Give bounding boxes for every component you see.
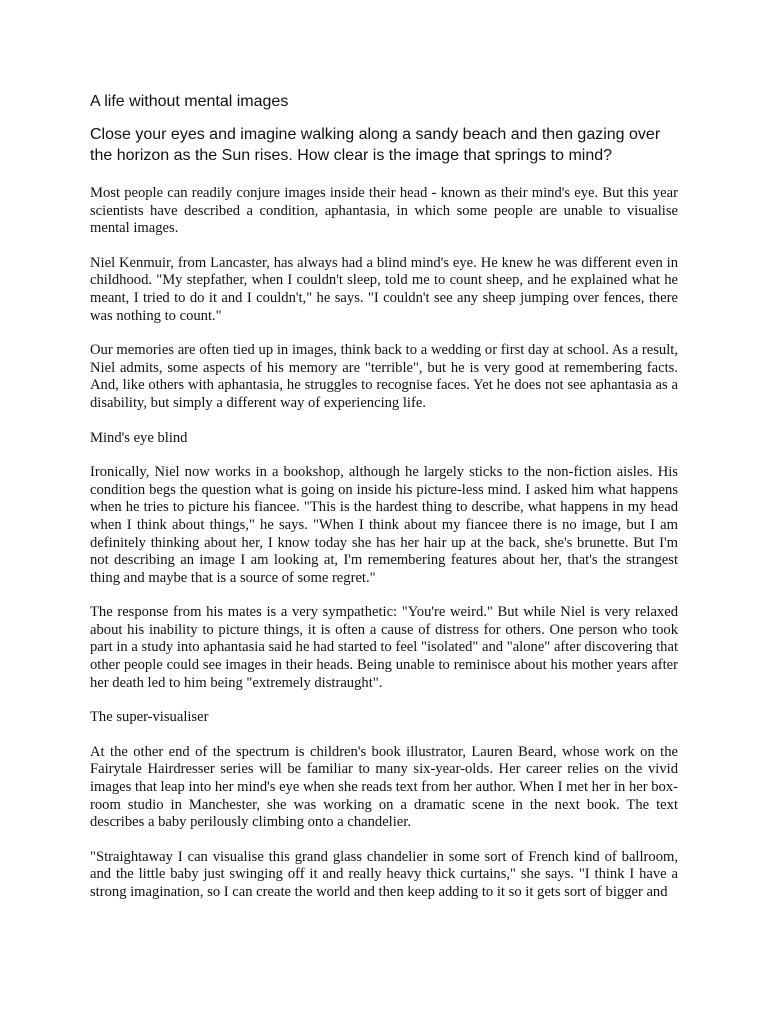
subheading-super-visualiser: The super-visualiser [90,709,209,726]
paragraph-3: Our memories are often tied up in images, think back to a wedding or first day at school. As a result, Niel admits, some aspects of his memory are "terrible", but he is very good at remembering facts. And, like others with aphantasia, he struggles to recognise faces. Yet he does not see aphantasia as a disability, but simply a different way of experiencing life. [90,342,678,411]
document-title: A life without mental images [90,93,289,110]
paragraph-6: At the other end of the spectrum is children's book illustrator, Lauren Beard, whose work on the Fairytale Hairdresser series will be familiar to many six-year-olds. Her career relies on the vivid images that leap into her mind's eye when she reads text from her author. When I met her in her box-room studio in Manchester, she was working on a dramatic scene in the next book. The text describes a baby perilously climbing onto a chandelier. [90,743,678,831]
paragraph-4: Ironically, Niel now works in a bookshop, although he largely sticks to the non-fiction aisles. His condition begs the question what is going on inside his picture-less mind. I asked him what happens when he tries to picture his fiancee. "This is the hardest thing to describe, what happens in my head when I think about things," he says. "When I think about my fiancee there is no image, but I am definitely thinking about her, I know today she has her hair up at the back, she's brunette. But I'm not describing an image I am looking at, I'm remembering features about her, that's the strangest thing and maybe that is a source of some regret." [90,464,678,586]
document-lede: Close your eyes and imagine walking along a sandy beach and then gazing over the horizon as the Sun rises. How clear is the image that springs to mind? [90,126,661,164]
paragraph-7: "Straightaway I can visualise this grand glass chandelier in some sort of French kind of ballroom, and the little baby just swinging off it and really heavy thick curtains," she says. "I think I have a strong imagination, so I can create the world and then keep adding to it so it gets sort of bigger and [90,848,678,900]
paragraph-1: Most people can readily conjure images inside their head - known as their mind's eye. But this year scientists have described a condition, aphantasia, in which some people are unable to visualise mental images. [90,185,678,237]
paragraph-5: The response from his mates is a very sympathetic: "You're weird." But while Niel is very relaxed about his inability to picture things, it is often a cause of distress for others. One person who took part in a study into aphantasia said he had started to feel "isolated" and "alone" after discovering that other people could see images in their heads. Being unable to reminisce about his mother years after her death led to him being "extremely distraught". [90,604,678,691]
document-page [90,92,678,919]
paragraph-2: Niel Kenmuir, from Lancaster, has always had a blind mind's eye. He knew he was different even in childhood. "My stepfather, when I couldn't sleep, told me to count sheep, and he explained what he meant, I tried to do it and I couldn't," he says. "I couldn't see any sheep jumping over fences, there was nothing to count." [90,254,678,324]
subheading-minds-eye-blind: Mind's eye blind [90,429,188,446]
